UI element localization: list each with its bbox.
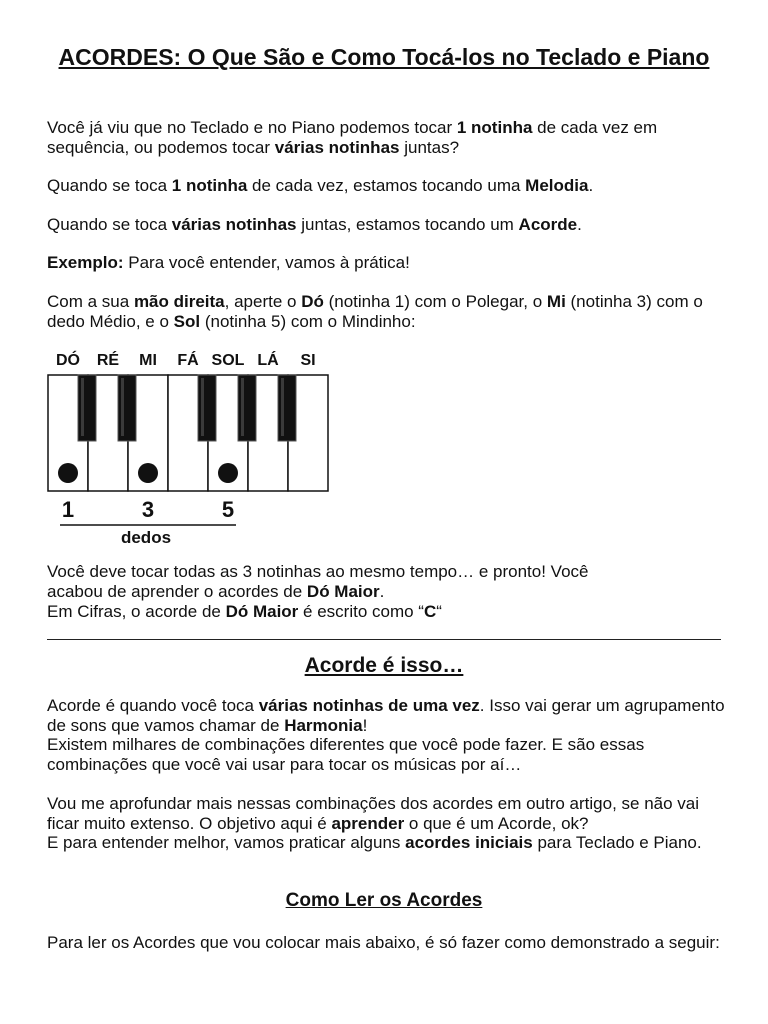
- text-run: de cada vez em sequência, ou podemos tocar: [47, 118, 658, 157]
- bold-run: Exemplo:: [47, 253, 124, 272]
- bold-run: Dó Maior: [306, 582, 380, 601]
- bold-run: aprender: [331, 813, 405, 833]
- text-run: Com a sua: [47, 292, 134, 311]
- text-run: juntas?: [399, 137, 460, 157]
- finger-dot-mi: [138, 463, 158, 483]
- text-run: .: [379, 582, 385, 601]
- text-run: E para entender melhor, vamos praticar alguns: [47, 833, 406, 852]
- black-key-3: [198, 375, 216, 441]
- black-key-1: [78, 375, 96, 441]
- text-run: !: [362, 715, 368, 735]
- note-label-la: LÁ: [257, 352, 279, 369]
- text-run: “: [436, 602, 442, 621]
- text-run: .: [588, 176, 594, 195]
- bold-run: várias notinhas: [171, 215, 297, 234]
- after-keyboard-line-3: [47, 602, 727, 622]
- after-keyboard-line-1: Você deve tocar todas as 3 notinhas ao mesmo tempo… e pronto! Você: [47, 562, 589, 581]
- text-run: para Teclado e Piano.: [532, 833, 702, 852]
- text-run: Quando se toca: [47, 176, 172, 195]
- text-run: de cada vez, estamos tocando uma: [247, 176, 526, 195]
- finger-dot-sol: [218, 463, 238, 483]
- fingers-caption: dedos: [120, 528, 172, 547]
- bold-run: Dó: [301, 292, 324, 311]
- black-key-4: [238, 375, 256, 441]
- bold-run: 1 notinha: [456, 118, 533, 137]
- black-key-5: [278, 375, 296, 441]
- finger-number-1: 1: [61, 497, 75, 522]
- section2-paragraph-1: Para ler os Acordes que vou colocar mais abaixo, é só fazer como demonstrado a seguir:: [47, 933, 720, 952]
- text-run: acabou de aprender o acordes de: [47, 582, 307, 601]
- text-run: Quando se toca: [47, 215, 172, 234]
- text-run: .: [577, 215, 582, 234]
- note-label-do: DÓ: [56, 352, 80, 369]
- bold-run: Dó Maior: [225, 602, 299, 621]
- intro-paragraph-3: [47, 215, 727, 235]
- section1-paragraph-2: [47, 794, 727, 833]
- text-run: Vou me aprofundar mais nessas combinações dos acordes em outro artigo, se não vai ficar muito extenso. O objetivo aqui é: [47, 794, 700, 833]
- bold-run: várias notinhas: [274, 137, 400, 157]
- text-run: (notinha 1) com o Polegar, o: [323, 292, 547, 311]
- finger-number-3: 3: [141, 497, 155, 522]
- text-run: (notinha 3) com o dedo Médio, e o: [47, 292, 703, 331]
- section1-paragraph-1b: Existem milhares de combinações diferentes que você pode fazer. E são essas combinações que você vai usar para tocar os músicas por aí…: [47, 735, 645, 774]
- bold-run: Melodia: [525, 176, 589, 195]
- text-run: Em Cifras, o acorde de: [47, 602, 226, 621]
- finger-dot-do: [58, 463, 78, 483]
- intro-paragraph-4: [47, 253, 727, 273]
- section1-paragraph-2b: [47, 833, 727, 853]
- note-label-si: SI: [300, 352, 316, 369]
- bold-run: acordes iniciais: [405, 833, 533, 852]
- bold-run: C: [423, 602, 437, 621]
- intro-paragraph-5: [47, 292, 727, 331]
- section1-paragraph-1: [47, 696, 727, 735]
- text-run: o que é um Acorde, ok?: [404, 813, 589, 833]
- note-label-re: RÉ: [96, 352, 120, 369]
- intro-paragraph-1: [47, 118, 727, 157]
- page-title: ACORDES: O Que São e Como Tocá-los no Teclado e Piano: [58, 44, 710, 70]
- text-run: Você já viu que no Teclado e no Piano podemos tocar: [47, 118, 457, 137]
- section-heading-acorde: Acorde é isso…: [304, 654, 464, 677]
- note-label-mi: MI: [139, 352, 157, 369]
- text-run: Para você entender, vamos à prática!: [123, 253, 410, 272]
- text-run: , aperte o: [224, 292, 302, 311]
- note-label-sol: SOL: [211, 352, 245, 369]
- keyboard-diagram: [46, 345, 330, 551]
- after-keyboard-line-2: [47, 582, 727, 602]
- section-heading-como-ler: Como Ler os Acordes: [285, 890, 483, 911]
- bold-run: Mi: [546, 292, 566, 311]
- bold-run: Harmonia: [284, 715, 363, 735]
- note-label-fa: FÁ: [177, 352, 199, 369]
- text-run: (notinha 5) com o Mindinho:: [200, 311, 416, 331]
- black-key-2: [118, 375, 136, 441]
- bold-run: 1 notinha: [171, 176, 248, 195]
- text-run: juntas, estamos tocando um: [296, 215, 519, 234]
- intro-paragraph-2: [47, 176, 727, 196]
- bold-run: várias notinhas de uma vez: [258, 696, 480, 715]
- text-run: . Isso vai gerar um agrupamento de sons que vamos chamar de: [47, 696, 725, 735]
- text-run: Acorde é quando você toca: [47, 696, 259, 715]
- finger-number-5: 5: [221, 497, 235, 522]
- text-run: é escrito como “: [298, 602, 424, 621]
- bold-run: mão direita: [133, 292, 225, 311]
- horizontal-divider: [47, 639, 721, 640]
- bold-run: Acorde: [518, 215, 578, 234]
- bold-run: Sol: [173, 311, 201, 331]
